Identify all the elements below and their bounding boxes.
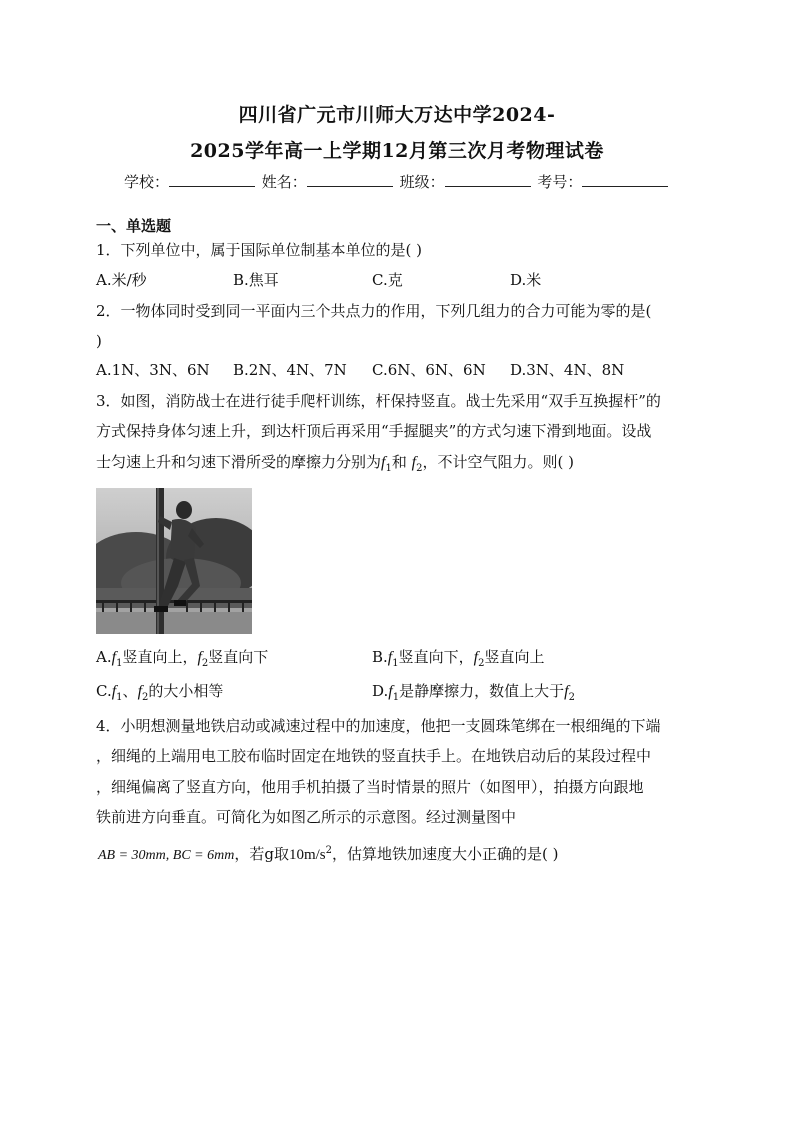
- gravity-value: 10m/s: [288, 847, 326, 863]
- q4-line4: 铁前进方向垂直。可简化为如图乙所示的示意图。经过测量图中: [96, 808, 517, 826]
- school-blank[interactable]: [169, 172, 255, 187]
- q1-option-d: D.米: [510, 271, 542, 289]
- firefighter-pole-climb-photo: [96, 488, 252, 634]
- q2-option-b: B.2N、4N、7N: [233, 361, 347, 379]
- q3-stem-line2: 方式保持身体匀速上升，到达杆顶后再采用“手握腿夹”的方式匀速下滑到地面。设战: [96, 422, 652, 440]
- q2-stem-line2: ): [96, 332, 102, 350]
- exam-title-line2: 2025学年高一上学期12月第三次月考物理试卷: [190, 140, 604, 162]
- f1-symbol: f: [381, 454, 386, 471]
- name-label: 姓名：: [261, 173, 307, 191]
- school-label: 学校：: [124, 173, 170, 191]
- q2-option-c: C.6N、6N、6N: [372, 361, 486, 379]
- exam-number-label: 考号：: [537, 173, 583, 191]
- q4-line5: AB = 30mm, BC = 6mm，若g取$10m/s^2$，估算地铁加速度大小正确的是( ): [98, 845, 559, 863]
- q4-measurement-formula: AB = 30mm, BC = 6mm: [98, 848, 235, 863]
- q3-option-b: $B.f_1$竖直向下，$f_2$竖直向上: [372, 648, 545, 669]
- q3-option-d: $D.f_1$是静摩擦力，数值上大于$f_2$: [372, 682, 575, 703]
- class-label: 班级：: [399, 173, 445, 191]
- student-info-row: [124, 171, 670, 192]
- q2-option-a: A.1N、3N、6N: [96, 361, 210, 379]
- q4-line1: 4．小明想测量地铁启动或减速过程中的加速度，他把一支圆珠笔绑在一根细绳的下端: [96, 717, 661, 735]
- q1-option-c: C.克: [372, 271, 403, 289]
- q4-line2: ，细绳的上端用电工胶布临时固定在地铁的竖直扶手上。在地铁启动后的某段过程中: [96, 747, 652, 765]
- q3-stem-line1: 3．如图，消防战士在进行徒手爬杆训练，杆保持竖直。战士先采用“双手互换握杆”的: [96, 392, 661, 410]
- exam-title-line1: 四川省广元市川师大万达中学2024-: [238, 104, 556, 126]
- q1-option-a: A.米/秒: [96, 271, 147, 289]
- class-blank[interactable]: [445, 172, 531, 187]
- q1-option-b: B.焦耳: [233, 271, 279, 289]
- q2-stem-line1: 2．一物体同时受到同一平面内三个共点力的作用，下列几组力的合力可能为零的是(: [96, 302, 652, 320]
- section-heading: 一、单选题: [96, 217, 172, 235]
- q2-option-d: D.3N、4N、8N: [510, 361, 625, 379]
- q3-option-a: $A.f_1$竖直向上，$f_2$竖直向下: [96, 648, 269, 669]
- q4-line3: ，细绳偏离了竖直方向，他用手机拍摄了当时情景的照片（如图甲），拍摄方向跟地: [96, 778, 644, 796]
- exam-number-blank[interactable]: [582, 172, 668, 187]
- name-blank[interactable]: [307, 172, 393, 187]
- q1-stem: 1．下列单位中，属于国际单位制基本单位的是( ): [96, 241, 423, 259]
- f2-symbol: f: [411, 454, 417, 471]
- q3-stem-line3: 士匀速上升和匀速下滑所受的摩擦力分别为$f_1$和 $f_2$，不计空气阻力。则( ): [96, 453, 574, 474]
- q3-option-c: $C.f_1$、$f_2$的大小相等: [96, 682, 224, 703]
